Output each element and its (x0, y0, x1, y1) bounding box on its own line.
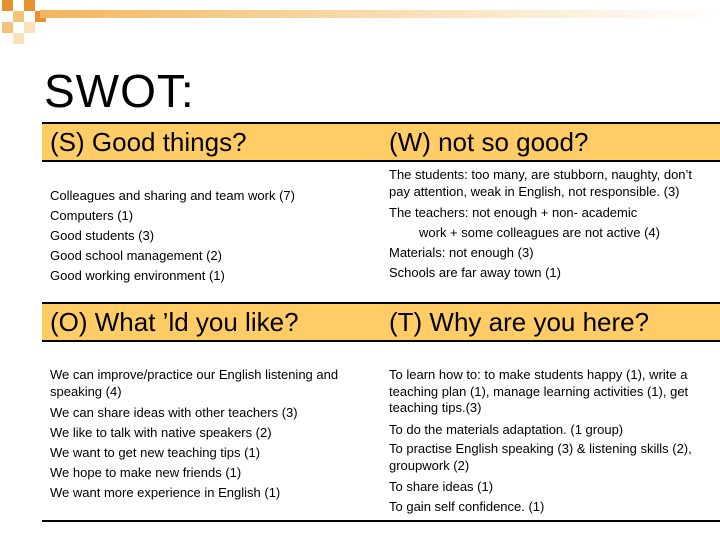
list-item: Good students (3) (50, 228, 155, 243)
list-item: We can improve/practice our English listening and speaking (4) (50, 367, 339, 399)
opportunities-heading: (O) What ’ld you like? (42, 302, 381, 342)
deco-square (24, 0, 35, 11)
deco-square (24, 22, 35, 33)
list-item: We want to get new teaching tips (1) (50, 445, 261, 460)
list-item: To practise English speaking (3) & listening skills (2), groupwork (2) (389, 440, 692, 473)
grid-bottom-border (42, 520, 720, 522)
list-item: We hope to make new friends (1) (50, 465, 242, 480)
deco-square (2, 0, 13, 11)
slide-title: SWOT: (44, 65, 195, 117)
decorative-squares (0, 0, 60, 50)
threats-heading: (T) Why are you here? (381, 302, 720, 342)
deco-square (2, 22, 13, 33)
list-item: work + some colleagues are not active (4) (419, 225, 660, 240)
list-item: Good school management (2) (50, 248, 222, 263)
list-item: The teachers: not enough + non- academic (389, 205, 638, 220)
weaknesses-heading: (W) not so good? (381, 122, 720, 162)
list-item: We want more experience in English (1) (50, 485, 281, 500)
strengths-heading: (S) Good things? (42, 122, 381, 162)
list-item: Materials: not enough (3) (389, 245, 534, 260)
list-item: Computers (1) (50, 208, 134, 223)
list-item: We can share ideas with other teachers (3) (50, 405, 298, 420)
list-item: To gain self confidence. (1) (389, 498, 545, 514)
opportunities-list (42, 366, 372, 503)
list-item: To learn how to: to make students happy (1), write a teaching plan (1), manage learning activities (1), get teaching tips.(3) (389, 367, 689, 415)
list-item: Schools are far away town (1) (389, 265, 561, 280)
top-accent-bar (40, 10, 720, 18)
deco-square (13, 11, 24, 22)
deco-square (13, 33, 24, 44)
list-item: To do the materials adaptation. (1 group) (389, 421, 624, 437)
strengths-list (42, 186, 381, 286)
list-item: To share ideas (1) (389, 478, 494, 494)
list-item: The students: too many, are stubborn, naughty, don’t pay attention, weak in English, not responsible. (3) (389, 167, 693, 199)
swot-grid (42, 122, 720, 522)
threats-list (381, 367, 720, 517)
weaknesses-list (381, 167, 720, 283)
list-item: Colleagues and sharing and team work (7) (50, 188, 295, 203)
list-item: We like to talk with native speakers (2) (50, 425, 272, 440)
list-item: Good working environment (1) (50, 268, 225, 283)
